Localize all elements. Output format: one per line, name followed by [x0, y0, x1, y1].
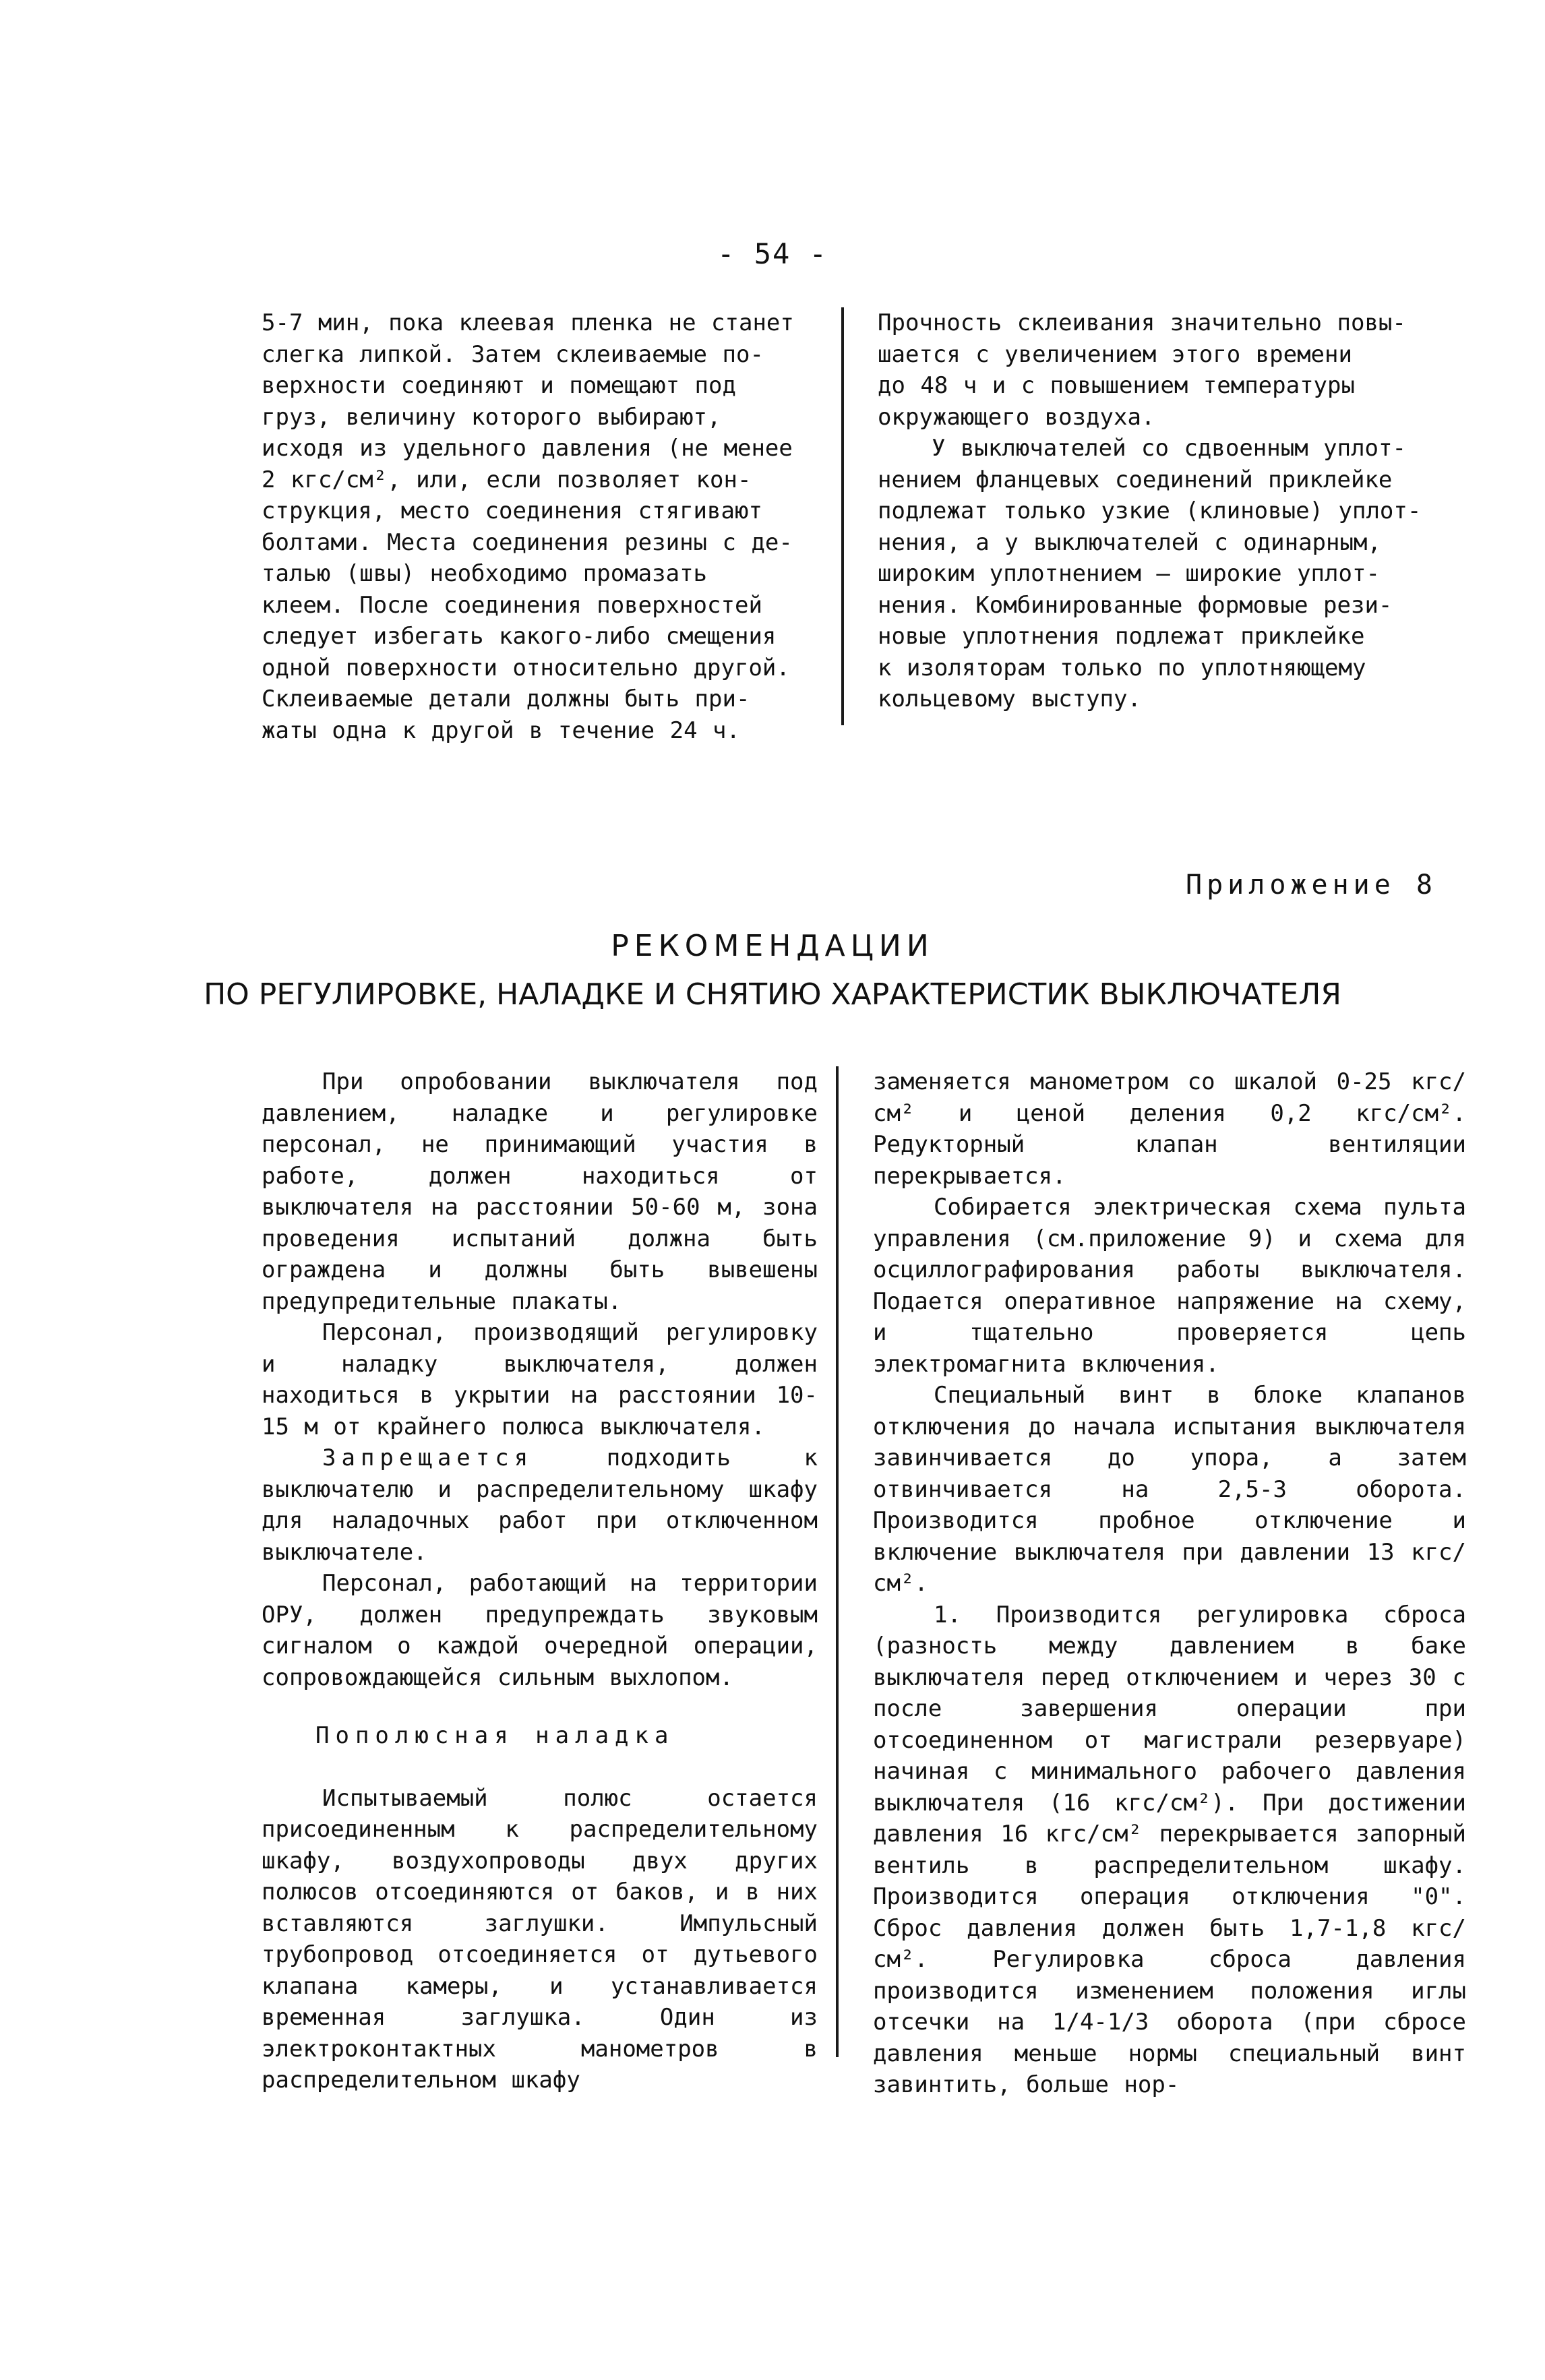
- text-line: талью (швы) необходимо промазать: [262, 560, 708, 587]
- page-number: - 54 -: [717, 237, 828, 270]
- paragraph: Испытываемый полюс остается присоединенным к распределительному шкафу, воздухопроводы двух других полюсов отсоединяются от баков, и в них вставляются заглушки. Импульсный трубопровод отсоединяется от дутьевого клапана камеры, и устанавливается временная заглушка. Один из электроконтактных манометров в распределительном шкафу: [262, 1784, 818, 2094]
- text-line: подлежат только узкие (клиновые) уплот-: [878, 497, 1422, 524]
- text-line: широким уплотнением — широкие уплот-: [878, 560, 1380, 587]
- paragraph: Персонал, производящий регулировку и наладку выключателя, должен находиться в укрытии на расстоянии 10-15 м от крайнего полюса выключателя.: [262, 1319, 818, 1440]
- section-subtitle: ПО РЕГУЛИРОВКЕ, НАЛАДКЕ И СНЯТИЮ ХАРАКТЕРИСТИК ВЫКЛЮЧАТЕЛЯ: [204, 977, 1341, 1012]
- paragraph: Персонал, работающий на территории ОРУ, должен предупреждать звуковым сигналом о каждой очередной операции, сопровождающейся сильным выхлопом.: [262, 1570, 818, 1691]
- paragraph: Собирается электрическая схема пульта управления (см.приложение 9) и схема для осциллографирования работы выключателя. Подается оперативное напряжение на схему, и тщательно проверяется цепь электромагнита включения.: [873, 1194, 1466, 1378]
- text-line: Склеиваемые детали должны быть при-: [262, 685, 750, 712]
- column-divider-top: [841, 307, 844, 725]
- text-line: клеем. После соединения поверхностей: [262, 591, 762, 619]
- text-line: груз, величину которого выбирают,: [262, 403, 721, 431]
- text-line: исходя из удельного давления (не менее: [262, 435, 793, 462]
- text-line: одной поверхности относительно другой.: [262, 654, 790, 681]
- appendix-label: Приложение 8: [1186, 869, 1437, 901]
- paragraph: Специальный винт в блоке клапанов отключения до начала испытания выключателя завинчивается до упора, а затем отвинчивается на 2,5-3 оборота. Производится пробное отключение и включение выключателя при давлении 13 кгс/см².: [873, 1382, 1466, 1597]
- text-line: новые уплотнения подлежат приклейке: [878, 623, 1365, 650]
- subsection-heading: Пополюсная наладка: [315, 1722, 675, 1749]
- text-line: следует избегать какого-либо смещения: [262, 623, 777, 650]
- text-line: У выключателей со сдвоенным уплот-: [932, 435, 1406, 462]
- top-left-column: [262, 307, 828, 746]
- paragraph: При опробовании выключателя под давлением, наладке и регулировке персонал, не принимающий участия в работе, должен находиться от выключателя на расстоянии 50-60 м, зона проведения испытаний должна быть ограждена и должны быть вывешены предупредительные плакаты.: [262, 1068, 818, 1315]
- text-line: 5-7 мин, пока клеевая пленка не станет: [262, 309, 794, 336]
- column-divider-bottom: [836, 1066, 839, 2057]
- bottom-left-column: [262, 1066, 818, 2096]
- text-line: нения, а у выключателей с одинарным,: [878, 528, 1381, 556]
- text-line: к изоляторам только по уплотняющему: [878, 654, 1366, 681]
- text-line: струкция, место соединения стягивают: [262, 497, 762, 524]
- text-line: верхности соединяют и помещают под: [262, 372, 736, 399]
- paragraph: 1. Производится регулировка сброса (разность между давлением в баке выключателя перед отключением и через 30 с после завершения операции при отсоединенном от магистрали резервуаре) начиная с минимального рабочего давления выключателя (16 кгс/см²). При достижении давления 16 кгс/см² перекрывается запорный вентиль в распределительном шкафу. Производится операция отключения "0". Сброс давления должен быть 1,7-1,8 кгс/см². Регулировка сброса давления производится изменением положения иглы отсечки на 1/4-1/3 оборота (при сбросе давления меньше нормы специальный винт завинтить, больше нор-: [873, 1601, 1466, 2098]
- text-line: слегка липкой. Затем склеиваемые по-: [262, 340, 764, 368]
- text-line: 2 кгс/см², или, если позволяет кон-: [262, 466, 752, 493]
- text-line: нения. Комбинированные формовые рези-: [878, 591, 1393, 619]
- text-line: окружающего воздуха.: [878, 403, 1155, 431]
- emphasis-text: Запрещается: [322, 1444, 534, 1471]
- text-line: нением фланцевых соединений приклейке: [878, 466, 1393, 493]
- section-title: РЕКОМЕНДАЦИИ: [611, 929, 934, 963]
- text-line: Прочность склеивания значительно повы-: [878, 309, 1406, 336]
- paragraph: [262, 1442, 818, 1568]
- paragraph: заменяется манометром со шкалой 0-25 кгс/см² и ценой деления 0,2 кгс/см². Редукторный клапан вентиляции перекрывается.: [873, 1068, 1466, 1190]
- text-line: кольцевому выступу.: [878, 685, 1141, 712]
- text-line: жаты одна к другой в течение 24 ч.: [262, 716, 740, 744]
- text-line: болтами. Места соединения резины с де-: [262, 528, 793, 556]
- bottom-right-column: [873, 1066, 1466, 2101]
- text-line: шается с увеличением этого времени: [878, 340, 1352, 368]
- top-right-column: [878, 307, 1457, 715]
- text-line: до 48 ч и с повышением температуры: [878, 372, 1355, 399]
- paragraph-text: подходить к выключателю и распределительному шкафу для наладочных работ при отключенном выключателе.: [262, 1444, 818, 1566]
